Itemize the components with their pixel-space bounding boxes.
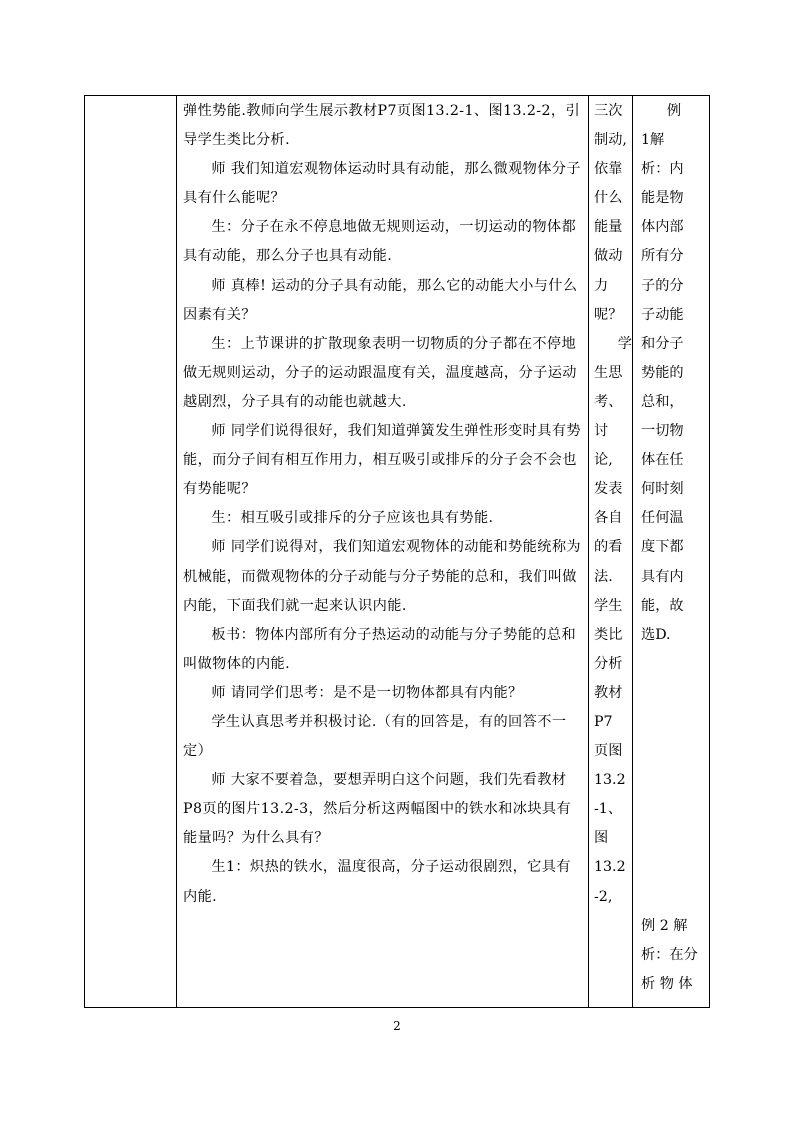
paragraph: 师 真棒! 运动的分子具有动能，那么它的动能大小与什么因素有关？ bbox=[183, 277, 578, 323]
cell-line: -2, bbox=[594, 888, 613, 905]
empty-cell-col2 bbox=[177, 96, 179, 1006]
cell-line: -1、 bbox=[594, 801, 623, 818]
cell-line: 13.2 bbox=[594, 772, 626, 789]
cell-line: 三次 bbox=[594, 103, 623, 119]
cell-line: 生思 bbox=[594, 364, 623, 381]
paragraph: 师 同学们说得很好，我们知道弹簧发生弹性形变时具有势能，而分子间有相互作用力，相互吸引或排斥的分子会不会也有势能呢？ bbox=[183, 423, 581, 498]
table-col-divider bbox=[588, 95, 589, 1008]
paragraph: 师 大家不要着急，要想弄明白这个问题，我们先看教材P8页的图片13.2-3，然后分析这两幅图中的铁水和冰块具有能量吗？为什么具有？ bbox=[183, 772, 572, 847]
cell-line bbox=[641, 795, 707, 824]
cell-line: 具有内 bbox=[641, 568, 684, 585]
teaching-process-cell bbox=[183, 97, 583, 912]
cell-line: P7 bbox=[594, 713, 613, 730]
paragraph: 生：分子在永不停息地做无规则运动，一切运动的物体都具有动能，那么分子也具有动能. bbox=[183, 219, 577, 265]
cell-line: 依靠 bbox=[594, 161, 623, 178]
paragraph: 生：相互吸引或排斥的分子应该也具有势能. bbox=[211, 510, 494, 527]
cell-line: 势能的 bbox=[641, 364, 684, 381]
cell-line: 什么 bbox=[594, 190, 623, 207]
cell-line: 析：内 bbox=[641, 161, 684, 178]
table-col-divider bbox=[632, 95, 633, 1008]
paragraph: 板书：物体内部所有分子热运动的动能与分子势能的总和叫做物体的内能. bbox=[183, 626, 577, 672]
cell-line: 教材 bbox=[594, 684, 623, 701]
cell-line bbox=[641, 708, 707, 737]
cell-line: 何时刻 bbox=[641, 481, 684, 498]
paragraph: 弹性势能.教师向学生展示教材P7页图13.2-1、图13.2-2，引导学生类比分析. bbox=[183, 103, 581, 149]
cell-line: 子的分 bbox=[641, 277, 684, 294]
cell-line: 类比 bbox=[594, 626, 623, 643]
cell-line: 体在任 bbox=[641, 452, 684, 469]
page-number: 2 bbox=[393, 1019, 401, 1033]
cell-line: 能，故 bbox=[641, 597, 684, 614]
cell-line: 呢？ bbox=[594, 306, 623, 323]
cell-line: 各自 bbox=[594, 510, 623, 527]
table-col-divider bbox=[709, 95, 710, 1008]
cell-line: 的看 bbox=[594, 539, 623, 556]
cell-line: 学 bbox=[617, 335, 632, 352]
cell-line: 和分子 bbox=[641, 335, 684, 352]
cell-line: 力 bbox=[594, 277, 609, 294]
cell-line: 体内部 bbox=[641, 219, 684, 236]
cell-line bbox=[641, 883, 707, 912]
cell-line: 任何温 bbox=[641, 510, 684, 527]
cell-line: 能是物 bbox=[641, 190, 684, 207]
cell-line: 发表 bbox=[594, 481, 623, 498]
cell-line: 1解 bbox=[641, 132, 665, 149]
cell-line bbox=[641, 824, 707, 853]
cell-line: 分析 bbox=[594, 655, 623, 672]
example-notes-cell bbox=[641, 97, 707, 999]
cell-line: 13.2 bbox=[594, 859, 626, 876]
cell-line: 页图 bbox=[594, 743, 623, 760]
cell-line: 所有分 bbox=[641, 248, 684, 265]
cell-line: 析 物 体 bbox=[641, 975, 693, 992]
paragraph: 学生认真思考并积极讨论.（有的回答是，有的回答不一定） bbox=[183, 713, 567, 760]
cell-line: 做动 bbox=[594, 248, 623, 265]
paragraph: 师 同学们说得对，我们知道宏观物体的动能和势能统称为机械能，而微观物体的分子动能与分子势能的总和，我们叫做内能，下面我们就一起来认识内能. bbox=[183, 539, 581, 614]
cell-line bbox=[641, 650, 707, 679]
paragraph: 师 请同学们思考：是不是一切物体都具有内能？ bbox=[211, 684, 523, 701]
cell-line: 论, bbox=[594, 452, 613, 469]
cell-line: 例 bbox=[666, 103, 682, 119]
cell-line: 度下都 bbox=[641, 539, 684, 556]
cell-line: 制动, bbox=[594, 132, 627, 149]
cell-line bbox=[641, 679, 707, 708]
cell-line: 选D. bbox=[641, 626, 671, 643]
paragraph: 生：上节课讲的扩散现象表明一切物质的分子都在不停地做无规则运动，分子的运动跟温度有关，温度越高，分子运动越剧烈，分子具有的动能也就越大. bbox=[183, 335, 577, 410]
cell-line: 析：在分 bbox=[641, 946, 698, 963]
table-bottom-border bbox=[84, 1007, 709, 1008]
paragraph: 生1：炽热的铁水，温度很高，分子运动很剧烈，它具有内能. bbox=[183, 859, 571, 905]
cell-line bbox=[641, 766, 707, 795]
cell-line: 图 bbox=[594, 830, 609, 847]
cell-line: 学生 bbox=[594, 597, 623, 614]
cell-line: 一切物 bbox=[641, 423, 684, 440]
cell-line: 能量 bbox=[594, 219, 623, 236]
cell-line: 讨 bbox=[594, 423, 609, 440]
cell-line: 法. bbox=[594, 568, 613, 585]
paragraph: 师 我们知道宏观物体运动时具有动能，那么微观物体分子具有什么能呢？ bbox=[183, 161, 581, 207]
student-activity-cell bbox=[594, 97, 632, 912]
cell-line: 考、 bbox=[594, 393, 623, 410]
cell-line: 子动能 bbox=[641, 306, 684, 323]
cell-line: 总和， bbox=[641, 393, 684, 410]
cell-line: 例 2 解 bbox=[641, 917, 688, 934]
cell-line bbox=[641, 737, 707, 766]
cell-line bbox=[641, 853, 707, 882]
empty-cell-col1 bbox=[85, 96, 175, 1006]
